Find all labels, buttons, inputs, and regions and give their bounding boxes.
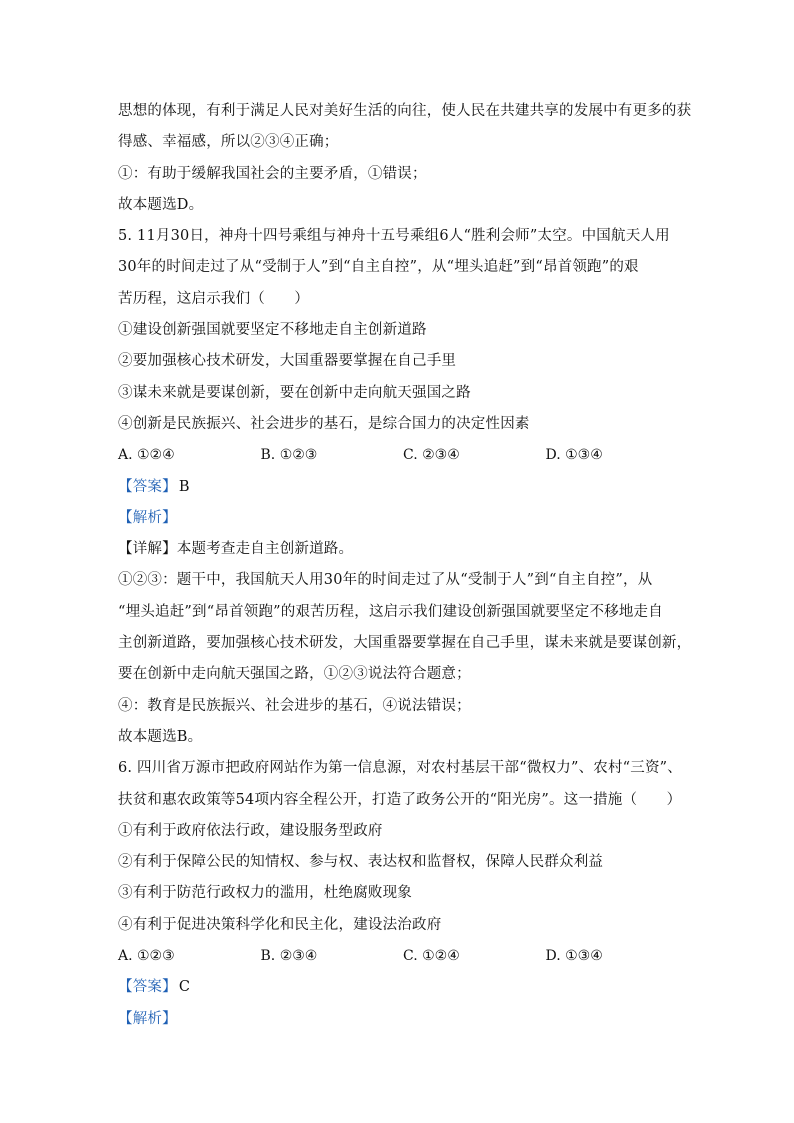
answer-tag: 【答案】: [118, 478, 177, 495]
detail-tag: 【详解】: [118, 541, 177, 558]
statement: ③有利于防范行政权力的滥用，杜绝腐败现象: [118, 885, 412, 902]
answer-value: C: [178, 979, 191, 996]
option-a: A. ①②④: [118, 447, 175, 464]
text-line: 主创新道路，要加强核心技术研发，大国重器要掌握在自己手里，谋未来就是要谋创新，: [118, 635, 692, 652]
analysis-tag: 【解析】: [118, 1010, 177, 1027]
question-stem: 苦历程，这启示我们（ ）: [118, 290, 310, 307]
statement: ②要加强核心技术研发，大国重器要掌握在自己手里: [118, 353, 457, 370]
analysis-heading: [118, 1004, 688, 1035]
detail-text: 本题考查走自主创新道路。: [176, 541, 354, 558]
options-row: [118, 440, 688, 471]
option-a: A. ①②③: [118, 948, 175, 965]
text-line: ①：有助于缓解我国社会的主要矛盾，①错误；: [118, 165, 427, 182]
statement: ②有利于保障公民的知情权、参与权、表达权和监督权，保障人民群众利益: [118, 854, 604, 871]
text-line: ④：教育是民族振兴、社会进步的基石，④说法错误；: [118, 697, 471, 714]
option-c: C. ①②④: [403, 948, 460, 965]
analysis-heading: [118, 503, 688, 534]
statement: ①建设创新强国就要坚定不移地走自主创新道路: [118, 322, 427, 339]
text-line: “埋头追赶”到“昂首领跑”的艰苦历程，这启示我们建设创新强国就要坚定不移地走自: [118, 603, 663, 620]
text-line: 思想的体现，有利于满足人民对美好生活的向往，使人民在共建共享的发展中有更多的获: [118, 103, 692, 119]
answer-tag: 【答案】: [118, 979, 177, 996]
option-b: B. ①②③: [260, 447, 318, 464]
document-page: [118, 96, 692, 1035]
answer-line: [118, 472, 688, 503]
question-stem: 扶贫和惠农政策等54项内容全程公开，打造了政务公开的“阳光房”。这一措施（ ）: [118, 791, 682, 808]
question-stem: 5. 11月30日，神舟十四号乘组与神舟十五号乘组6人“胜利会师”太空。中国航天人用: [118, 228, 670, 245]
detail-line: [118, 534, 688, 565]
option-b: B. ②③④: [260, 948, 318, 965]
text-line: 得感、幸福感，所以②③④正确；: [118, 134, 339, 151]
statement: ①有利于政府依法行政，建设服务型政府: [118, 822, 383, 839]
question-stem: 6. 四川省万源市把政府网站作为第一信息源，对农村基层干部“微权力”、农村“三资”、: [118, 760, 682, 777]
statement: ③谋未来就是要谋创新，要在创新中走向航天强国之路: [118, 384, 471, 401]
text-line: 要在创新中走向航天强国之路，①②③说法符合题意；: [118, 666, 471, 683]
option-c: C. ②③④: [403, 447, 460, 464]
statement: ④创新是民族振兴、社会进步的基石，是综合国力的决定性因素: [118, 415, 530, 432]
answer-line: [118, 972, 688, 1003]
options-row: [118, 941, 688, 972]
option-d: D. ①③④: [545, 948, 603, 965]
answer-value: B: [178, 478, 190, 495]
text-line: 故本题选B。: [118, 728, 203, 745]
statement: ④有利于促进决策科学化和民主化，建设法治政府: [118, 916, 442, 933]
text-line: ①②③：题干中，我国航天人用30年的时间走过了从“受制于人”到“自主自控”，从: [118, 572, 653, 589]
analysis-tag: 【解析】: [118, 509, 177, 526]
option-d: D. ①③④: [545, 447, 603, 464]
question-stem: 30年的时间走过了从“受制于人”到“自主自控”，从“埋头追赶”到“昂首领跑”的艰: [118, 259, 639, 276]
text-line: 故本题选D。: [118, 196, 204, 213]
